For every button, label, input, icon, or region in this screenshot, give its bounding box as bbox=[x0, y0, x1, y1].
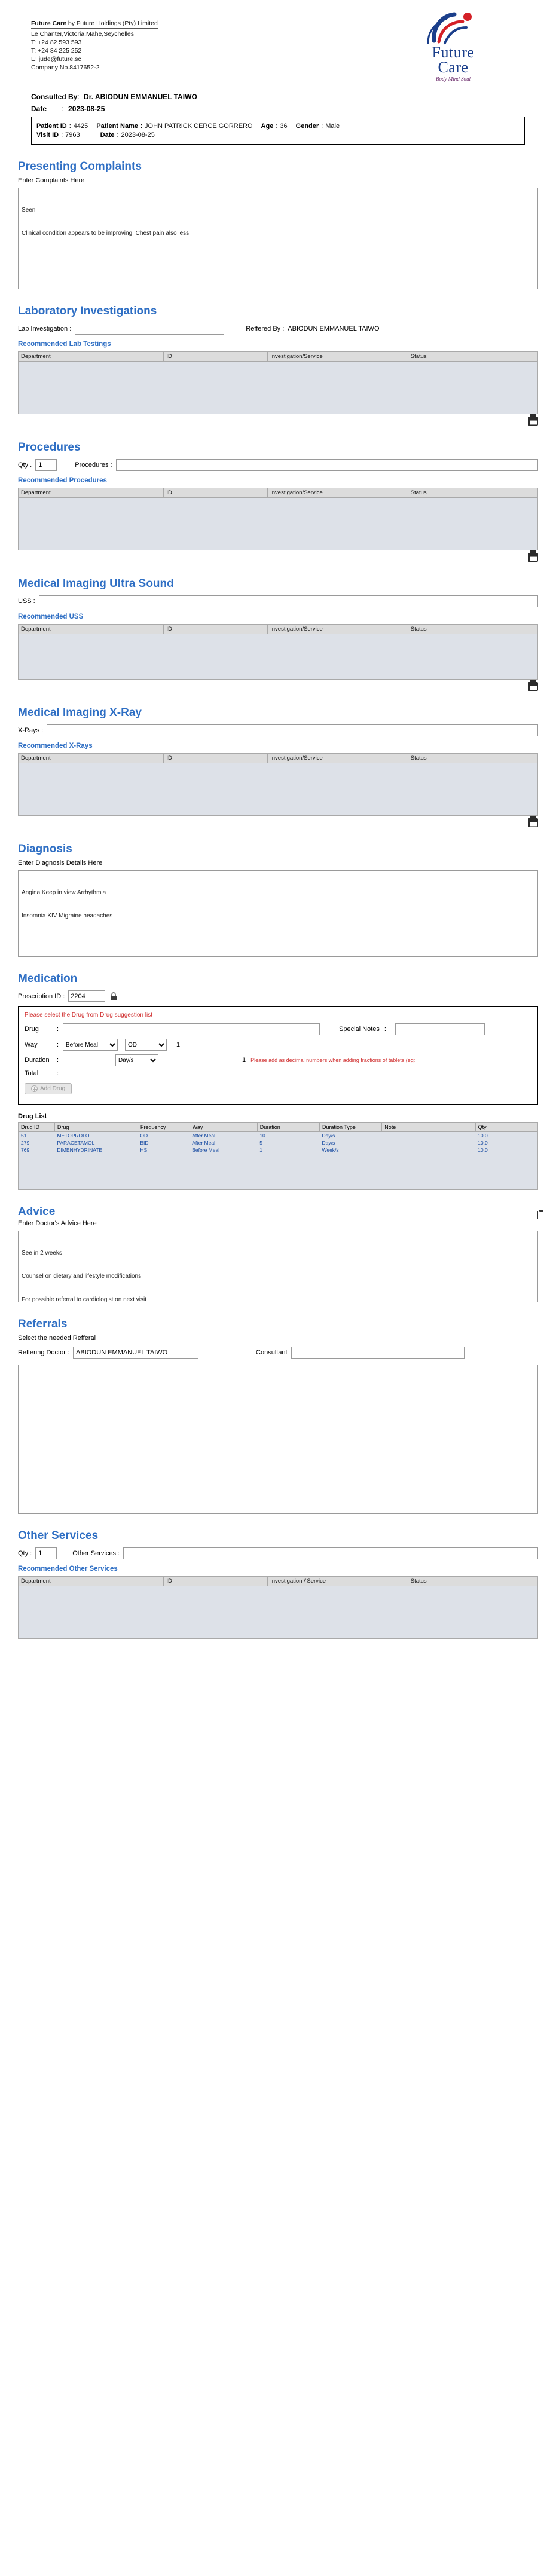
patient-gender-value: Male bbox=[325, 123, 340, 130]
procedures-grid-empty-body bbox=[18, 498, 538, 550]
medication-warning: Please select the Drug from Drug suggestion list bbox=[25, 1012, 152, 1019]
drug-col-drug: Drug bbox=[54, 1123, 138, 1132]
procedures-input[interactable] bbox=[116, 459, 538, 471]
xray-input[interactable] bbox=[47, 724, 538, 736]
procedures-title: Procedures bbox=[18, 441, 81, 454]
referred-by-label: Reffered By : bbox=[246, 325, 285, 333]
lab-investigation-input[interactable] bbox=[75, 323, 224, 335]
cell-drug-id: 769 bbox=[19, 1146, 55, 1154]
other-services-grid-wrap bbox=[18, 1576, 538, 1639]
drug-label: Drug bbox=[25, 1026, 39, 1033]
uss-row bbox=[18, 595, 538, 607]
printer-icon[interactable] bbox=[528, 682, 538, 691]
referral-notes-area[interactable] bbox=[18, 1365, 538, 1514]
cell-duration-type: Day/s bbox=[319, 1139, 381, 1146]
lab-col-status: Status bbox=[408, 352, 537, 362]
cell-duration: 5 bbox=[257, 1139, 319, 1146]
referring-doctor-row bbox=[18, 1347, 538, 1359]
lab-col-service: Investigation/Service bbox=[268, 352, 408, 362]
visit-id-label: Visit ID bbox=[36, 131, 59, 139]
diagnosis-line-1: Angina Keep in view Arrhythmia bbox=[22, 889, 106, 897]
logo-line-1: Future bbox=[432, 44, 475, 61]
consulted-by-value: Dr. ABIODUN EMMANUEL TAIWO bbox=[84, 93, 197, 102]
advice-textarea[interactable] bbox=[18, 1231, 538, 1302]
xray-col-status: Status bbox=[408, 754, 537, 763]
consultation-header bbox=[18, 87, 538, 113]
proc-col-id: ID bbox=[164, 488, 268, 498]
patient-age-cell: Age : 36 bbox=[261, 123, 288, 130]
patient-name-label: Patient Name bbox=[96, 123, 138, 130]
cell-qty: 10.0 bbox=[475, 1146, 537, 1154]
drug-input[interactable] bbox=[63, 1023, 320, 1035]
drug-col-duration-type: Duration Type bbox=[319, 1123, 381, 1132]
ultrasound-title: Medical Imaging Ultra Sound bbox=[18, 577, 174, 591]
patient-info-row-2 bbox=[36, 131, 520, 139]
logo bbox=[399, 11, 525, 82]
other-services-row bbox=[18, 1547, 538, 1559]
xray-print-row bbox=[18, 818, 538, 827]
other-services-label: Other Services : bbox=[72, 1549, 120, 1557]
other-services-qty-label: Qty : bbox=[18, 1549, 32, 1557]
prescription-id-input[interactable] bbox=[68, 990, 105, 1002]
uss-input[interactable] bbox=[39, 595, 538, 607]
cell-way: Before Meal bbox=[190, 1146, 257, 1154]
cell-qty: 10.0 bbox=[475, 1132, 537, 1140]
xray-row bbox=[18, 724, 538, 736]
duration-row: Duration : Day/s 1 Please add as decimal numbers when adding fractions of tablets (eg:. bbox=[25, 1054, 531, 1066]
visit-id-cell: Visit ID : 7963 bbox=[36, 131, 80, 139]
diagnosis-title: Diagnosis bbox=[18, 843, 72, 856]
patient-info-row-1 bbox=[36, 123, 520, 130]
recommended-uss-label: Recommended USS bbox=[18, 613, 84, 621]
uss-print-row bbox=[18, 682, 538, 691]
logo-line-2: Care bbox=[438, 58, 469, 76]
cell-drug: DIMENHYDRINATE bbox=[54, 1146, 138, 1154]
xray-col-service: Investigation/Service bbox=[268, 754, 408, 763]
cell-duration: 1 bbox=[257, 1146, 319, 1154]
patient-id-cell: Patient ID : 4425 bbox=[36, 123, 88, 130]
cell-drug: METOPROLOL bbox=[54, 1132, 138, 1140]
cell-qty: 10.0 bbox=[475, 1139, 537, 1146]
cell-way: After Meal bbox=[190, 1132, 257, 1140]
logo-tagline: Body Mind Soul bbox=[436, 76, 471, 82]
drug-col-qty: Qty bbox=[475, 1123, 537, 1132]
other-services-title: Other Services bbox=[18, 1529, 99, 1542]
clinic-email: E: jude@future.sc bbox=[31, 56, 81, 63]
proc-col-service: Investigation/Service bbox=[268, 488, 408, 498]
drug-list-filler bbox=[19, 1154, 538, 1189]
advice-header bbox=[18, 1190, 538, 1231]
way-label: Way bbox=[25, 1041, 38, 1049]
lock-icon[interactable] bbox=[109, 992, 118, 1001]
cell-duration: 10 bbox=[257, 1132, 319, 1140]
uss-col-service: Investigation/Service bbox=[268, 625, 408, 634]
recommended-other-services-label: Recommended Other Services bbox=[18, 1565, 118, 1572]
add-drug-button[interactable] bbox=[25, 1083, 72, 1094]
clipboard-icon[interactable] bbox=[537, 1211, 538, 1219]
table-row[interactable] bbox=[19, 1132, 538, 1140]
referrals-title: Referrals bbox=[18, 1317, 68, 1330]
letterhead bbox=[18, 0, 538, 87]
visit-date-label: Date bbox=[100, 131, 115, 139]
xray-grid-wrap bbox=[18, 753, 538, 827]
lab-grid-wrap bbox=[18, 351, 538, 426]
drug-col-id: Drug ID bbox=[19, 1123, 55, 1132]
uss-grid bbox=[18, 624, 538, 634]
advice-title: Advice bbox=[18, 1205, 56, 1218]
cell-frequency: HS bbox=[138, 1146, 190, 1154]
logo-wordmark bbox=[399, 45, 507, 75]
clinic-address: Le Chanter,Victoria,Mahe,Seychelles bbox=[31, 30, 134, 38]
xray-grid-header-row bbox=[19, 754, 538, 763]
patient-gender-label: Gender bbox=[295, 123, 319, 130]
other-services-grid bbox=[18, 1576, 538, 1586]
clinic-name-line bbox=[31, 19, 158, 29]
cell-duration-type: Week/s bbox=[319, 1146, 381, 1154]
cell-note bbox=[382, 1146, 475, 1154]
diagnosis-subtitle: Enter Diagnosis Details Here bbox=[18, 859, 103, 867]
complaints-textarea[interactable] bbox=[18, 188, 538, 289]
lab-grid-empty-body bbox=[18, 362, 538, 414]
patient-gender-cell: Gender : Male bbox=[295, 123, 340, 130]
plus-icon bbox=[31, 1085, 38, 1092]
os-col-department: Department bbox=[19, 1576, 164, 1586]
special-notes-input[interactable] bbox=[395, 1023, 485, 1035]
uss-col-status: Status bbox=[408, 625, 537, 634]
referred-by-value: ABIODUN EMMANUEL TAIWO bbox=[288, 325, 380, 333]
way-row: Way : Before Meal OD 1 bbox=[25, 1039, 531, 1051]
table-row[interactable] bbox=[19, 1146, 538, 1154]
referring-doctor-label: Reffering Doctor : bbox=[18, 1348, 70, 1356]
clinic-name: Future Care bbox=[31, 20, 66, 27]
drug-col-way: Way bbox=[190, 1123, 257, 1132]
drug-row: Drug : Special Notes : bbox=[25, 1023, 531, 1035]
drug-col-duration: Duration bbox=[257, 1123, 319, 1132]
table-row-filler bbox=[19, 1154, 538, 1189]
complaints-line-2: Clinical condition appears to be improving, Chest pain also less. bbox=[22, 230, 191, 237]
other-services-input[interactable] bbox=[123, 1547, 538, 1559]
lab-grid bbox=[18, 351, 538, 362]
xray-grid bbox=[18, 753, 538, 763]
presenting-complaints-title: Presenting Complaints bbox=[18, 160, 142, 173]
patient-age-label: Age bbox=[261, 123, 274, 130]
total-row: Total : bbox=[25, 1070, 59, 1078]
printer-icon[interactable] bbox=[528, 553, 538, 562]
consultant-input[interactable] bbox=[291, 1347, 465, 1359]
xray-title: Medical Imaging X-Ray bbox=[18, 706, 142, 720]
prescription-id-label: Prescription ID : bbox=[18, 992, 65, 1000]
drug-col-note: Note bbox=[382, 1123, 475, 1132]
procedures-label: Procedures : bbox=[75, 461, 112, 469]
advice-line-3: For possible referral to cardiologist on next visit bbox=[22, 1296, 146, 1303]
referrals-subtitle: Select the needed Refferal bbox=[18, 1334, 96, 1342]
procedures-print-row bbox=[18, 553, 538, 562]
lab-investigation-row bbox=[18, 323, 538, 335]
table-row[interactable] bbox=[19, 1139, 538, 1146]
diagnosis-textarea[interactable] bbox=[18, 870, 538, 957]
consulted-by-label: Consulted By bbox=[31, 93, 78, 102]
printer-icon[interactable] bbox=[528, 818, 538, 827]
logo-mark-icon bbox=[417, 11, 489, 45]
advice-subtitle: Enter Doctor's Advice Here bbox=[18, 1219, 97, 1227]
procedures-grid-header-row bbox=[19, 488, 538, 498]
patient-id-label: Patient ID bbox=[36, 123, 67, 130]
drug-col-frequency: Frequency bbox=[138, 1123, 190, 1132]
lab-grid-header-row bbox=[19, 352, 538, 362]
way-qty-value: 1 bbox=[176, 1041, 181, 1049]
recommended-lab-label: Recommended Lab Testings bbox=[18, 341, 111, 348]
recommended-procedures-label: Recommended Procedures bbox=[18, 477, 107, 485]
uss-label: USS : bbox=[18, 598, 35, 605]
patient-name-cell: Patient Name : JOHN PATRICK CERCE GORRERO bbox=[96, 123, 253, 130]
referring-doctor-input[interactable] bbox=[73, 1347, 198, 1359]
consult-date-label: Date bbox=[31, 105, 47, 114]
clinic-company-no: Company No.8417652-2 bbox=[31, 64, 100, 71]
special-notes-label: Special Notes bbox=[339, 1026, 380, 1033]
cell-way: After Meal bbox=[190, 1139, 257, 1146]
patient-age-value: 36 bbox=[280, 123, 288, 130]
recommended-xray-label: Recommended X-Rays bbox=[18, 742, 93, 750]
drug-list-header-row bbox=[19, 1123, 538, 1132]
clinic-holdings: Future Holdings (Pty) Limited bbox=[76, 20, 158, 27]
cell-duration-type: Day/s bbox=[319, 1132, 381, 1140]
total-label: Total bbox=[25, 1070, 39, 1078]
cell-note bbox=[382, 1139, 475, 1146]
presenting-complaints-subtitle: Enter Complaints Here bbox=[18, 177, 85, 185]
other-services-qty-input[interactable] bbox=[35, 1547, 57, 1559]
xray-label: X-Rays : bbox=[18, 727, 44, 735]
frequency-select[interactable] bbox=[125, 1039, 167, 1051]
proc-col-status: Status bbox=[408, 488, 537, 498]
procedures-grid-wrap bbox=[18, 488, 538, 562]
complaints-line-1: Seen bbox=[22, 207, 36, 214]
uss-col-department: Department bbox=[19, 625, 164, 634]
patient-name-value: JOHN PATRICK CERCE GORRERO bbox=[145, 123, 253, 130]
xray-col-department: Department bbox=[19, 754, 164, 763]
decimal-note: Please add as decimal numbers when adding fractions of tablets (eg:. bbox=[250, 1057, 417, 1064]
medication-panel bbox=[18, 1006, 538, 1105]
consult-date-row: Date : 2023-08-25 bbox=[31, 105, 105, 114]
lab-investigation-label: Lab Investigation : bbox=[18, 325, 72, 333]
patient-id-value: 4425 bbox=[73, 123, 88, 130]
consult-date-value: 2023-08-25 bbox=[68, 105, 105, 114]
proc-col-department: Department bbox=[19, 488, 164, 498]
cell-frequency: OD bbox=[138, 1132, 190, 1140]
lab-col-department: Department bbox=[19, 352, 164, 362]
lab-col-id: ID bbox=[164, 352, 268, 362]
os-col-id: ID bbox=[164, 1576, 268, 1586]
xray-grid-empty-body bbox=[18, 763, 538, 816]
drug-list-label: Drug List bbox=[18, 1113, 47, 1121]
uss-grid-empty-body bbox=[18, 634, 538, 680]
medication-title: Medication bbox=[18, 972, 78, 986]
cell-frequency: BID bbox=[138, 1139, 190, 1146]
printer-icon[interactable] bbox=[528, 417, 538, 426]
clinic-address-block bbox=[31, 11, 158, 72]
patient-info-box bbox=[31, 117, 525, 145]
other-services-grid-empty-body bbox=[18, 1586, 538, 1639]
procedures-grid bbox=[18, 488, 538, 498]
cell-drug-id: 279 bbox=[19, 1139, 55, 1146]
consultant-label: Consultant bbox=[256, 1348, 288, 1356]
clinic-phone-1: T: +24 82 593 593 bbox=[31, 39, 82, 46]
uss-grid-wrap bbox=[18, 624, 538, 691]
laboratory-title: Laboratory Investigations bbox=[18, 305, 157, 318]
advice-line-1: See in 2 weeks bbox=[22, 1249, 62, 1256]
visit-id-value: 7963 bbox=[65, 131, 80, 139]
visit-date-value: 2023-08-25 bbox=[121, 131, 155, 139]
diagnosis-line-2: Insomnia KIV Migraine headaches bbox=[22, 913, 113, 920]
procedures-row bbox=[18, 459, 538, 471]
uss-col-id: ID bbox=[164, 625, 268, 634]
procedures-qty-label: Qty . bbox=[18, 461, 32, 469]
add-drug-row bbox=[25, 1083, 531, 1094]
duration-value: 1 bbox=[242, 1057, 246, 1064]
way-select[interactable] bbox=[63, 1039, 118, 1051]
visit-date-cell: Date : 2023-08-25 bbox=[100, 131, 155, 139]
lab-print-row bbox=[18, 417, 538, 426]
os-col-status: Status bbox=[408, 1576, 537, 1586]
procedures-qty-input[interactable] bbox=[35, 459, 57, 471]
os-col-service: Investigation / Service bbox=[268, 1576, 408, 1586]
clinic-name-by: by bbox=[68, 20, 75, 27]
duration-type-select[interactable] bbox=[115, 1054, 158, 1066]
uss-grid-header-row bbox=[19, 625, 538, 634]
drug-list-table bbox=[18, 1122, 538, 1190]
prescription-id-row bbox=[18, 990, 538, 1002]
advice-line-2: Counsel on dietary and lifestyle modifications bbox=[22, 1272, 142, 1280]
cell-drug-id: 51 bbox=[19, 1132, 55, 1140]
cell-drug: PARACETAMOL bbox=[54, 1139, 138, 1146]
other-services-grid-header-row bbox=[19, 1576, 538, 1586]
duration-label: Duration bbox=[25, 1057, 50, 1064]
clinic-phone-2: T: +24 84 225 252 bbox=[31, 47, 82, 54]
cell-note bbox=[382, 1132, 475, 1140]
xray-col-id: ID bbox=[164, 754, 268, 763]
consulted-by-row: Consulted By: Dr. ABIODUN EMMANUEL TAIWO bbox=[31, 93, 197, 102]
add-drug-label: Add Drug bbox=[40, 1085, 66, 1093]
